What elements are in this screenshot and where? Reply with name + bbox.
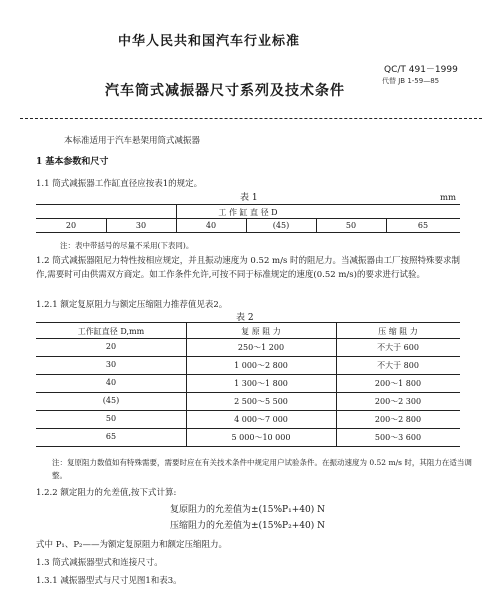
table-2-cell: 250～1 200 <box>237 343 285 352</box>
table-1-cell: 30 <box>135 221 147 230</box>
table-2-cell: 50 <box>105 414 117 423</box>
table-1-cell: 40 <box>205 221 217 230</box>
clause-1-3-1: 1.3.1 减振器型式与尺寸见图1和表3。 <box>36 576 182 586</box>
scope-text: 本标准适用于汽车悬架用筒式减振器 <box>64 136 201 146</box>
table-2-header: 复 原 阻 力 <box>241 327 281 336</box>
clause-1-2: 1.2 筒式减振器阻尼力特性按相应规定，并且振动速度为 0.52 m/s 时的阻尼力。当减振器由工厂按照特殊要求制作,需要时可由供需双方商定。如工作条件允许,可按不同于标准规定的速度(0.52 m/s)的要求进行试验。 <box>36 256 461 280</box>
table-1-divider <box>106 218 107 232</box>
clause-1-2-2: 1.2.2 额定阻力的允差值,按下式计算: <box>36 488 177 498</box>
table-2-cell: 40 <box>105 378 117 387</box>
table-2-header: 工作缸直径 D,mm <box>77 327 145 336</box>
table-1-cell: (45) <box>272 221 290 230</box>
table-1-rule-top <box>36 204 460 205</box>
table-2-note: 注：复原阻力数值如有特殊需要，需要时应在有关技术条件中规定用户试验条件。在振动速度为 0.52 m/s 时，其阻力在适当调整。 <box>52 458 472 480</box>
table-2-cell: 65 <box>105 432 117 441</box>
formula-compression: 压缩阻力的允差值为±(15%P₂+40) N <box>170 521 325 531</box>
table-2-header: 压 缩 阻 力 <box>378 327 418 336</box>
standard-code: QC/T 491－1999 <box>384 65 458 75</box>
table-2-rule-row <box>36 374 460 375</box>
table-2-rule-top <box>36 322 460 323</box>
table-1-divider <box>176 204 177 232</box>
table-1-note: 注：表中带括号的尽量不采用(下表同)。 <box>60 241 194 250</box>
table-2-cell: 5 000～10 000 <box>231 433 291 442</box>
clause-1-1: 1.1 筒式减振器工作缸直径应按表1的规定。 <box>36 179 203 189</box>
table-2-divider <box>186 322 187 446</box>
table-2-cell: 1 300～1 800 <box>234 379 288 388</box>
table-2-cell: 200～1 800 <box>374 379 422 388</box>
table-1-divider <box>316 218 317 232</box>
table-2-rule-row <box>36 428 460 429</box>
table-1-cell: 65 <box>417 221 429 230</box>
section-1-heading: 1 基本参数和尺寸 <box>36 157 109 167</box>
table-2-cell: 30 <box>105 360 117 369</box>
table-2-cell: 200～2 300 <box>374 397 422 406</box>
table-2-rule-bottom <box>36 446 460 447</box>
table-1-divider <box>246 218 247 232</box>
table-2-cell: 1 000～2 800 <box>234 361 288 370</box>
table-2-cell: 4 000～7 000 <box>234 415 288 424</box>
formula-rebound: 复原阻力的允差值为±(15%P₁+40) N <box>170 505 325 515</box>
table-1-rule-bottom <box>36 232 460 233</box>
table-2-cell: 不大于 800 <box>377 361 419 370</box>
document-title: 汽车筒式减振器尺寸系列及技术条件 <box>105 83 345 99</box>
table-2-cell: 2 500～5 500 <box>234 397 288 406</box>
table-2-cell: (45) <box>102 396 120 405</box>
header-rule <box>20 118 482 119</box>
table-2-cell: 不大于 600 <box>377 343 419 352</box>
formula-where: 式中 P₁、P₂——为额定复原阻力和额定压缩阻力。 <box>36 540 227 550</box>
table-2-caption: 表 2 <box>236 313 254 323</box>
table-2-cell: 200～2 800 <box>374 415 422 424</box>
table-2-cell: 500～3 600 <box>374 433 422 442</box>
table-2-rule-header <box>36 338 460 339</box>
table-1-cell: 50 <box>345 221 357 230</box>
table-2-rule-row <box>36 410 460 411</box>
replaces-note: 代替 JB 1-59—85 <box>382 77 440 85</box>
table-1-rule-mid <box>36 218 460 219</box>
clause-1-2-1: 1.2.1 额定复原阻力与额定压缩阻力推荐值见表2。 <box>36 300 228 310</box>
table-1-caption: 表 1 <box>240 193 258 203</box>
table-2-rule-row <box>36 356 460 357</box>
table-1-unit: mm <box>440 193 457 203</box>
table-2-rule-row <box>36 392 460 393</box>
table-1-divider <box>386 218 387 232</box>
clause-1-3: 1.3 筒式减振器型式和连接尺寸。 <box>36 558 163 568</box>
table-1-header: 工 作 缸 直 径 D <box>218 208 278 217</box>
table-2-divider <box>336 322 337 446</box>
table-2-cell: 20 <box>105 342 117 351</box>
standard-header: 中华人民共和国汽车行业标准 <box>118 34 301 49</box>
table-1-cell: 20 <box>65 221 77 230</box>
